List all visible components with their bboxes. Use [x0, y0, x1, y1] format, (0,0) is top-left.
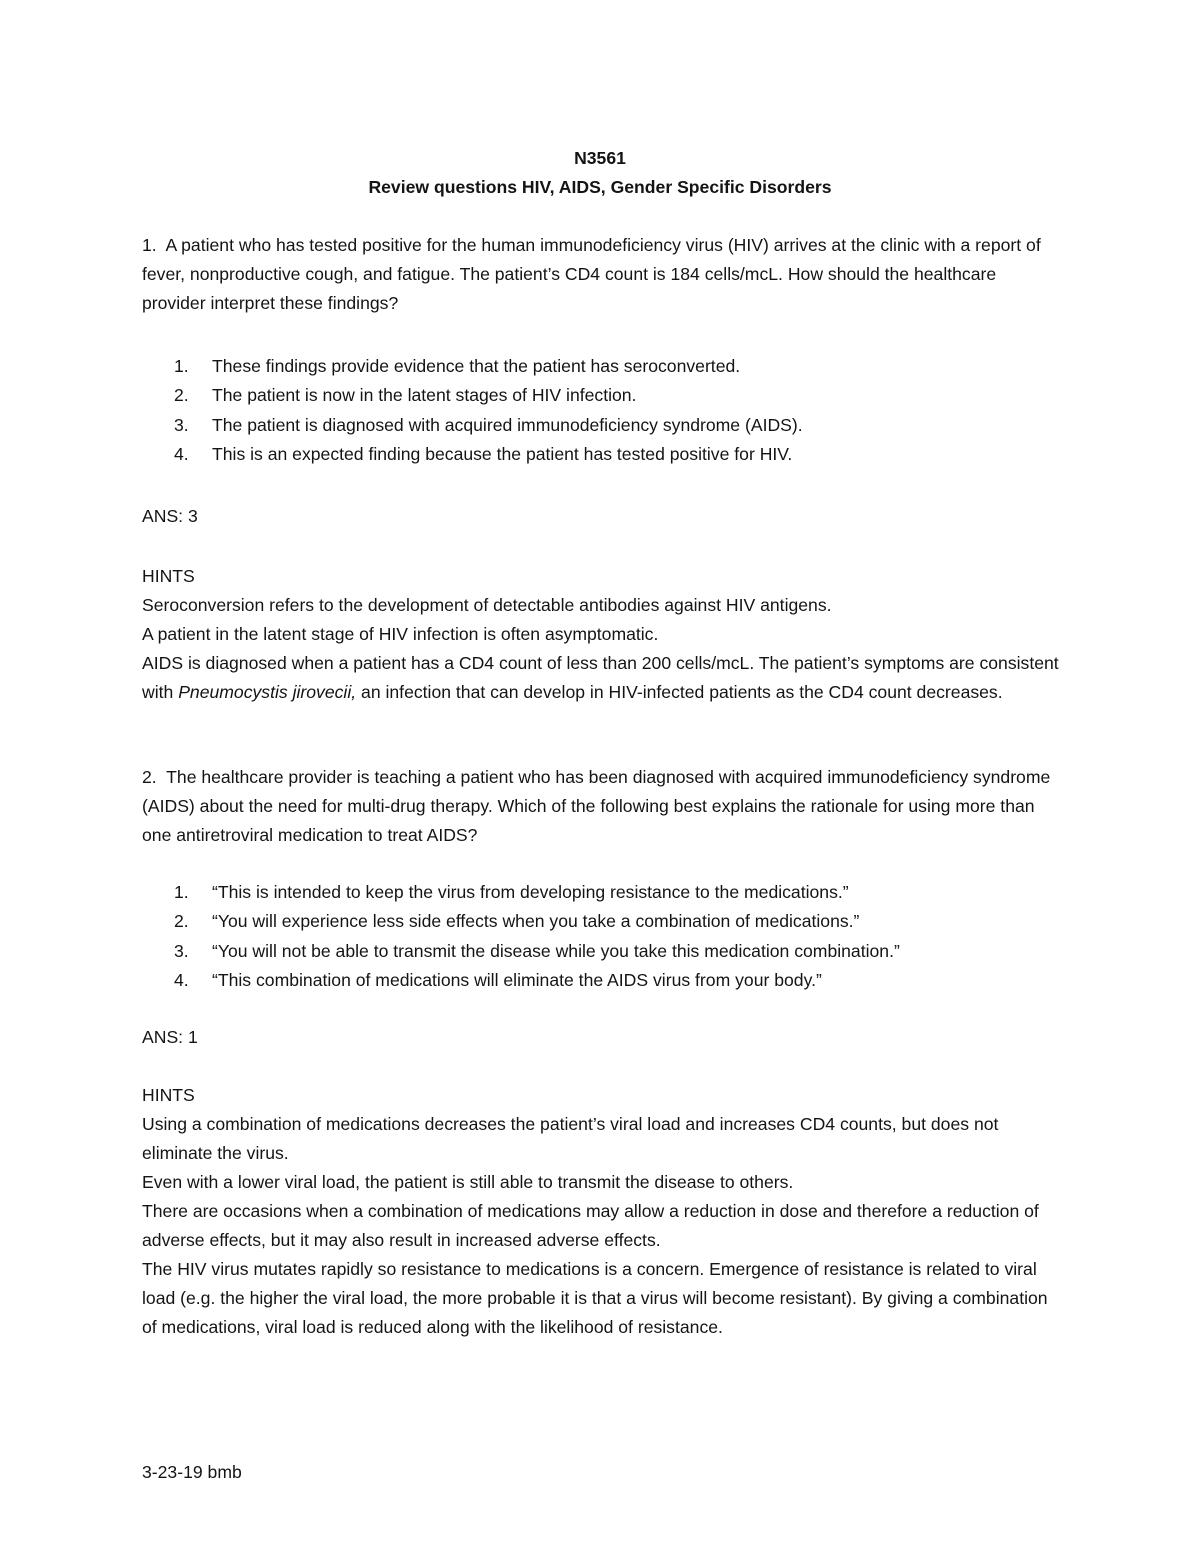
question-2-hints — [142, 1081, 1062, 1342]
question-2-stem — [142, 763, 1062, 850]
question-1-stem — [142, 231, 1062, 318]
question-1-number: 1. — [142, 235, 157, 255]
question-2-answer: ANS: 1 — [142, 1027, 198, 1047]
question-1-option-4: 4. This is an expected finding because the patient has tested positive for HIV. — [174, 443, 793, 464]
hint-line: A patient in the latent stage of HIV infection is often asymptomatic. — [142, 624, 659, 644]
hint-line: Even with a lower viral load, the patient is still able to transmit the disease to others. — [142, 1172, 794, 1192]
hint-line: AIDS is diagnosed when a patient has a CD4 count of less than 200 cells/mcL. The patient’s symptoms are consistent with Pneumocystis jirovecii, an infection that can develop in HIV-infected patients as the CD4 count decreases. — [142, 653, 1059, 702]
question-2-options — [174, 878, 1054, 995]
question-1-option-3: 3. The patient is diagnosed with acquired immunodeficiency syndrome (AIDS). — [174, 414, 803, 435]
hint-line: The HIV virus mutates rapidly so resistance to medications is a concern. Emergence of resistance is related to viral load (e.g. the higher the viral load, the more probable it is that a virus will become resistant). By giving a combination of medications, viral load is reduced along with the likelihood of resistance. — [142, 1259, 1048, 1337]
pathogen-name: Pneumocystis jirovecii, — [178, 682, 357, 702]
footer-date: 3-23-19 bmb — [142, 1462, 242, 1482]
hints-label: HINTS — [142, 566, 195, 586]
question-2-option-1: 1. “This is intended to keep the virus from developing resistance to the medications.” — [174, 882, 849, 902]
question-1-text: A patient who has tested positive for the human immunodeficiency virus (HIV) arrives at the clinic with a report of fever, nonproductive cough, and fatigue. The patient’s CD4 count is 184 cells/mcL. How should the healthcare provider interpret these findings? — [142, 235, 1041, 313]
course-code: N3561 — [574, 148, 626, 168]
question-1-option-2: 2. The patient is now in the latent stages of HIV infection. — [174, 385, 637, 406]
hint-line: There are occasions when a combination of medications may allow a reduction in dose and therefore a reduction of adverse effects, but it may also result in increased adverse effects. — [142, 1201, 1039, 1250]
question-2-text: The healthcare provider is teaching a patient who has been diagnosed with acquired immunodeficiency syndrome (AIDS) about the need for multi-drug therapy. Which of the following best explains the rationale for using more than one antiretroviral medication to treat AIDS? — [142, 767, 1051, 845]
question-1-option-1: 1. These findings provide evidence that the patient has seroconverted. — [174, 356, 741, 376]
hint-line: Using a combination of medications decreases the patient’s viral load and increases CD4 counts, but does not eliminate the virus. — [142, 1114, 999, 1163]
question-2-option-4: 4. “This combination of medications will eliminate the AIDS virus from your body.” — [174, 969, 822, 990]
hints-label: HINTS — [142, 1085, 195, 1105]
question-1-answer: ANS: 3 — [142, 506, 198, 526]
hint-line: Seroconversion refers to the development of detectable antibodies against HIV antigens. — [142, 595, 832, 615]
document-title: Review questions HIV, AIDS, Gender Specific Disorders — [368, 177, 832, 197]
question-2-number: 2. — [142, 767, 157, 787]
question-2-option-3: 3. “You will not be able to transmit the disease while you take this medication combination.” — [174, 940, 900, 961]
question-1-options — [174, 352, 1054, 469]
question-2-option-2: 2. “You will experience less side effects when you take a combination of medications.” — [174, 911, 860, 932]
question-1-hints — [142, 562, 1062, 707]
